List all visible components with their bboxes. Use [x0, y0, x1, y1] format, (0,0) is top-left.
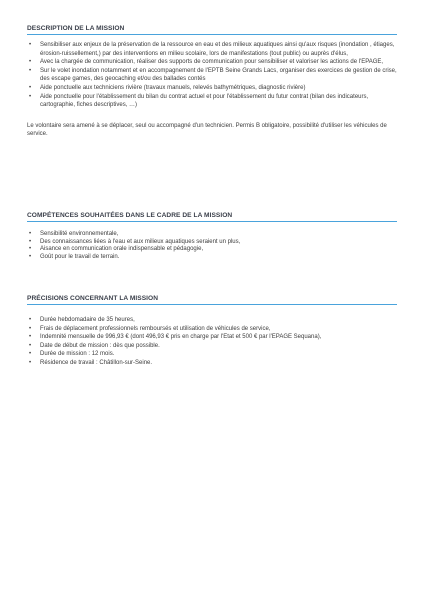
bullet-icon: • [29, 231, 32, 237]
bullet-icon: • [29, 342, 32, 349]
list-item [27, 58, 397, 67]
section-divider [27, 221, 397, 222]
skills-list [27, 231, 397, 261]
bullet-icon: • [29, 253, 32, 260]
list-item [27, 254, 397, 262]
section-title-mission: DESCRIPTION DE LA MISSION [27, 25, 125, 32]
bullet-icon: • [29, 246, 32, 253]
section-details [27, 294, 397, 368]
bullet-icon: • [29, 59, 32, 66]
list-item [27, 246, 397, 254]
list-item-text: Date de début de mission : dès que possible. [40, 342, 160, 349]
list-item-text: Durée hebdomadaire de 35 heures, [40, 317, 135, 323]
section-mission [27, 24, 397, 139]
list-item-text: Avec la chargée de communication, réaliser des supports de communication pour sensibiliser et valoriser les actions de l'EPAGE, [40, 59, 384, 66]
list-item [27, 350, 397, 359]
details-list [27, 316, 397, 368]
list-item-text: Sensibilité environnementale, [40, 231, 119, 237]
bullet-icon: • [29, 317, 32, 323]
list-item-text: Aide ponctuelle pour l'établissement du bilan du contrat actuel et pour l'établissement du futur contrat (bilan des indicateurs, cartographie, fiches descriptives, …) [40, 93, 369, 109]
section-title-skills: COMPÉTENCES SOUHAITÉES DANS LE CADRE DE LA MISSION [27, 212, 233, 219]
list-item-text: Aisance en communication orale indispensable et pédagogie, [40, 246, 204, 253]
bullet-icon: • [29, 67, 32, 74]
list-item [27, 316, 397, 325]
bullet-icon: • [29, 359, 32, 366]
list-item [27, 231, 397, 239]
list-item-text: Des connaissances liées à l'eau et aux milieux aquatiques seraient un plus, [40, 238, 241, 245]
mission-note: Le volontaire sera amené à se déplacer, seul ou accompagné d'un technicien. Permis B obligatoire, possibilité d'utiliser les véhicules de service. [27, 122, 387, 138]
list-item [27, 333, 397, 342]
list-item [27, 239, 397, 247]
list-item-text: Résidence de travail : Châtillon-sur-Seine. [40, 359, 153, 366]
list-item-text: Sensibiliser aux enjeux de la préservation de la ressource en eau et des milieux aquatiques ainsi qu'aux risques (inondation , étiages, érosion-ruissellement,) par des interventions en milieu scolaire, lors de manifestations (tout public) ou auprès d'élus, [40, 42, 395, 57]
list-item [27, 84, 397, 93]
bullet-icon: • [29, 334, 32, 341]
list-item [27, 325, 397, 334]
bullet-icon: • [29, 325, 32, 332]
bullet-icon: • [29, 93, 32, 100]
bullet-icon: • [29, 351, 32, 358]
list-item-text: Durée de mission : 12 mois. [40, 351, 115, 358]
list-item [27, 93, 397, 110]
list-item-text: Goût pour le travail de terrain. [40, 253, 120, 260]
list-item [27, 359, 397, 368]
mission-list [27, 41, 397, 110]
list-item-text: Sur le volet inondation notamment et en accompagnement de l'EPTB Seine Grands Lacs, organiser des exercices de gestion de crise, des escape games, des geocaching et/ou des ballades contés [40, 67, 397, 83]
section-skills [27, 211, 397, 261]
section-divider [27, 304, 397, 305]
list-item-text: Indemnité mensuelle de 996,93 € (dont 496,93 € pris en charge par l'Etat et 500 € par l'EPAGE Sequana), [40, 334, 322, 341]
list-item-text: Frais de déplacement professionnels remboursés et utilisation de véhicules de service, [40, 325, 271, 332]
bullet-icon: • [29, 84, 32, 91]
section-divider [27, 34, 397, 35]
bullet-icon: • [29, 238, 32, 245]
bullet-icon: • [29, 42, 32, 48]
list-item [27, 41, 397, 58]
section-title-details: PRÉCISIONS CONCERNANT LA MISSION [27, 295, 159, 302]
list-item-text: Aide ponctuelle aux techniciens rivière (travaux manuels, relevés bathymétriques, diagnostic rivière) [40, 84, 306, 91]
list-item [27, 67, 397, 84]
list-item [27, 342, 397, 351]
